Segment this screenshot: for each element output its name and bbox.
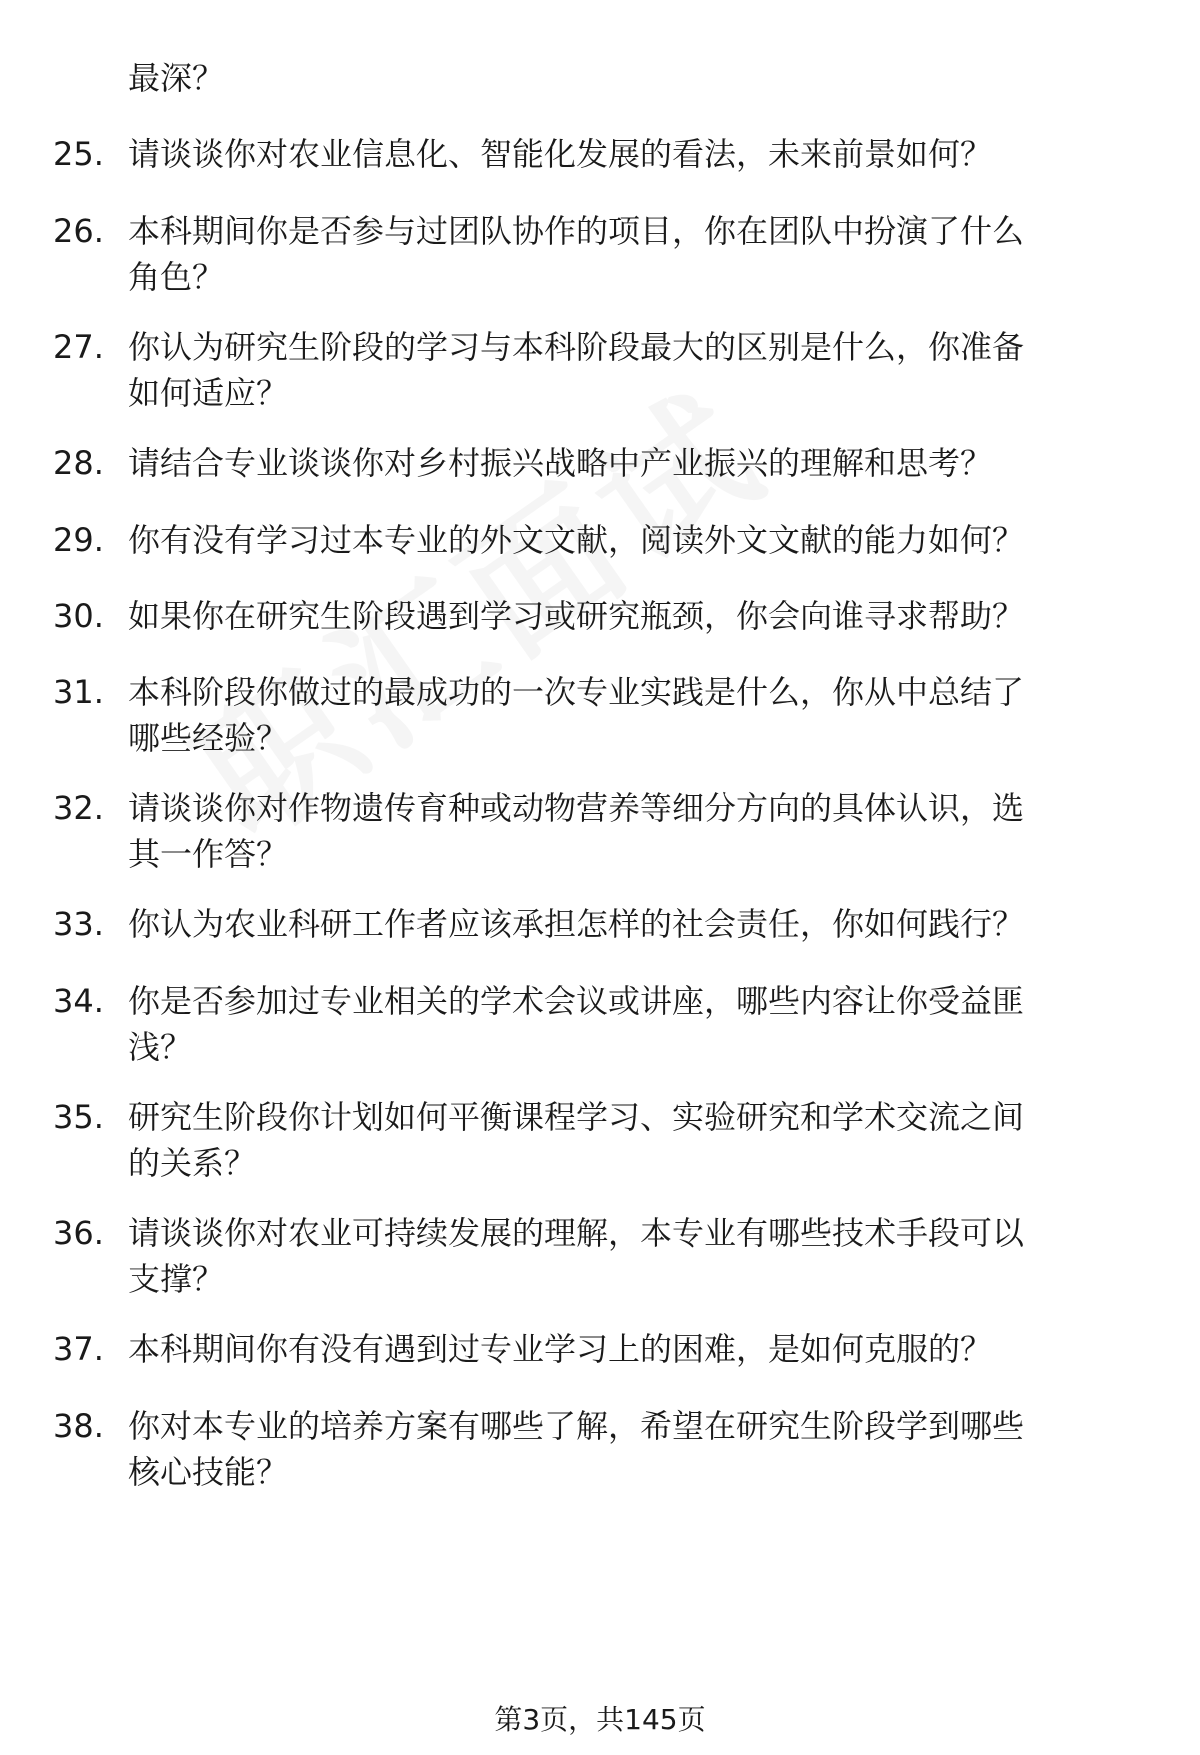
question-text-line: 请谈谈你对农业可持续发展的理解，本专业有哪些技术手段可以	[128, 1214, 1025, 1252]
question-number: 35.	[53, 1098, 104, 1136]
question-number: 38.	[53, 1407, 104, 1445]
question-text-line: 角色？	[128, 258, 225, 296]
question-text-line: 请结合专业谈谈你对乡村振兴战略中产业振兴的理解和思考？	[128, 444, 993, 482]
question-text-line: 你是否参加过专业相关的学术会议或讲座，哪些内容让你受益匪	[128, 982, 1025, 1020]
question-text-line: 本科期间你有没有遇到过专业学习上的困难，是如何克服的？	[128, 1330, 993, 1368]
question-text-line: 本科阶段你做过的最成功的一次专业实践是什么，你从中总结了	[128, 673, 1025, 711]
question-text-line: 其一作答？	[128, 835, 289, 873]
question-number: 27.	[53, 328, 104, 366]
question-text-line: 请谈谈你对作物遗传育种或动物营养等细分方向的具体认识，选	[128, 789, 1025, 827]
question-number: 28.	[53, 444, 104, 482]
continuation-text: 最深？	[128, 59, 225, 97]
question-number: 26.	[53, 212, 104, 250]
question-number: 30.	[53, 597, 104, 635]
question-text-line: 的关系？	[128, 1144, 257, 1182]
question-text-line: 本科期间你是否参与过团队协作的项目，你在团队中扮演了什么	[128, 212, 1025, 250]
question-number: 37.	[53, 1330, 104, 1368]
question-text-line: 你认为研究生阶段的学习与本科阶段最大的区别是什么，你准备	[128, 328, 1025, 366]
question-number: 36.	[53, 1214, 104, 1252]
question-text-line: 哪些经验？	[128, 719, 289, 757]
question-number: 25.	[53, 135, 104, 173]
question-text-line: 请谈谈你对农业信息化、智能化发展的看法，未来前景如何？	[128, 135, 993, 173]
question-text-line: 你有没有学习过本专业的外文文献，阅读外文文献的能力如何？	[128, 521, 1025, 559]
question-text-line: 如果你在研究生阶段遇到学习或研究瓶颈，你会向谁寻求帮助？	[128, 597, 1025, 635]
question-text-line: 研究生阶段你计划如何平衡课程学习、实验研究和学术交流之间	[128, 1098, 1025, 1136]
question-text-line: 浅？	[128, 1028, 193, 1066]
question-text-line: 你认为农业科研工作者应该承担怎样的社会责任，你如何践行？	[128, 905, 1025, 943]
question-number: 31.	[53, 673, 104, 711]
question-text-line: 支撑？	[128, 1260, 225, 1298]
question-text-line: 你对本专业的培养方案有哪些了解，希望在研究生阶段学到哪些	[128, 1407, 1025, 1445]
question-number: 34.	[53, 982, 104, 1020]
question-text-line: 核心技能？	[128, 1453, 289, 1491]
page-footer: 第3页，共145页	[494, 1703, 706, 1736]
question-text-line: 如何适应？	[128, 374, 289, 412]
question-number: 33.	[53, 905, 104, 943]
question-number: 29.	[53, 521, 104, 559]
question-number: 32.	[53, 789, 104, 827]
